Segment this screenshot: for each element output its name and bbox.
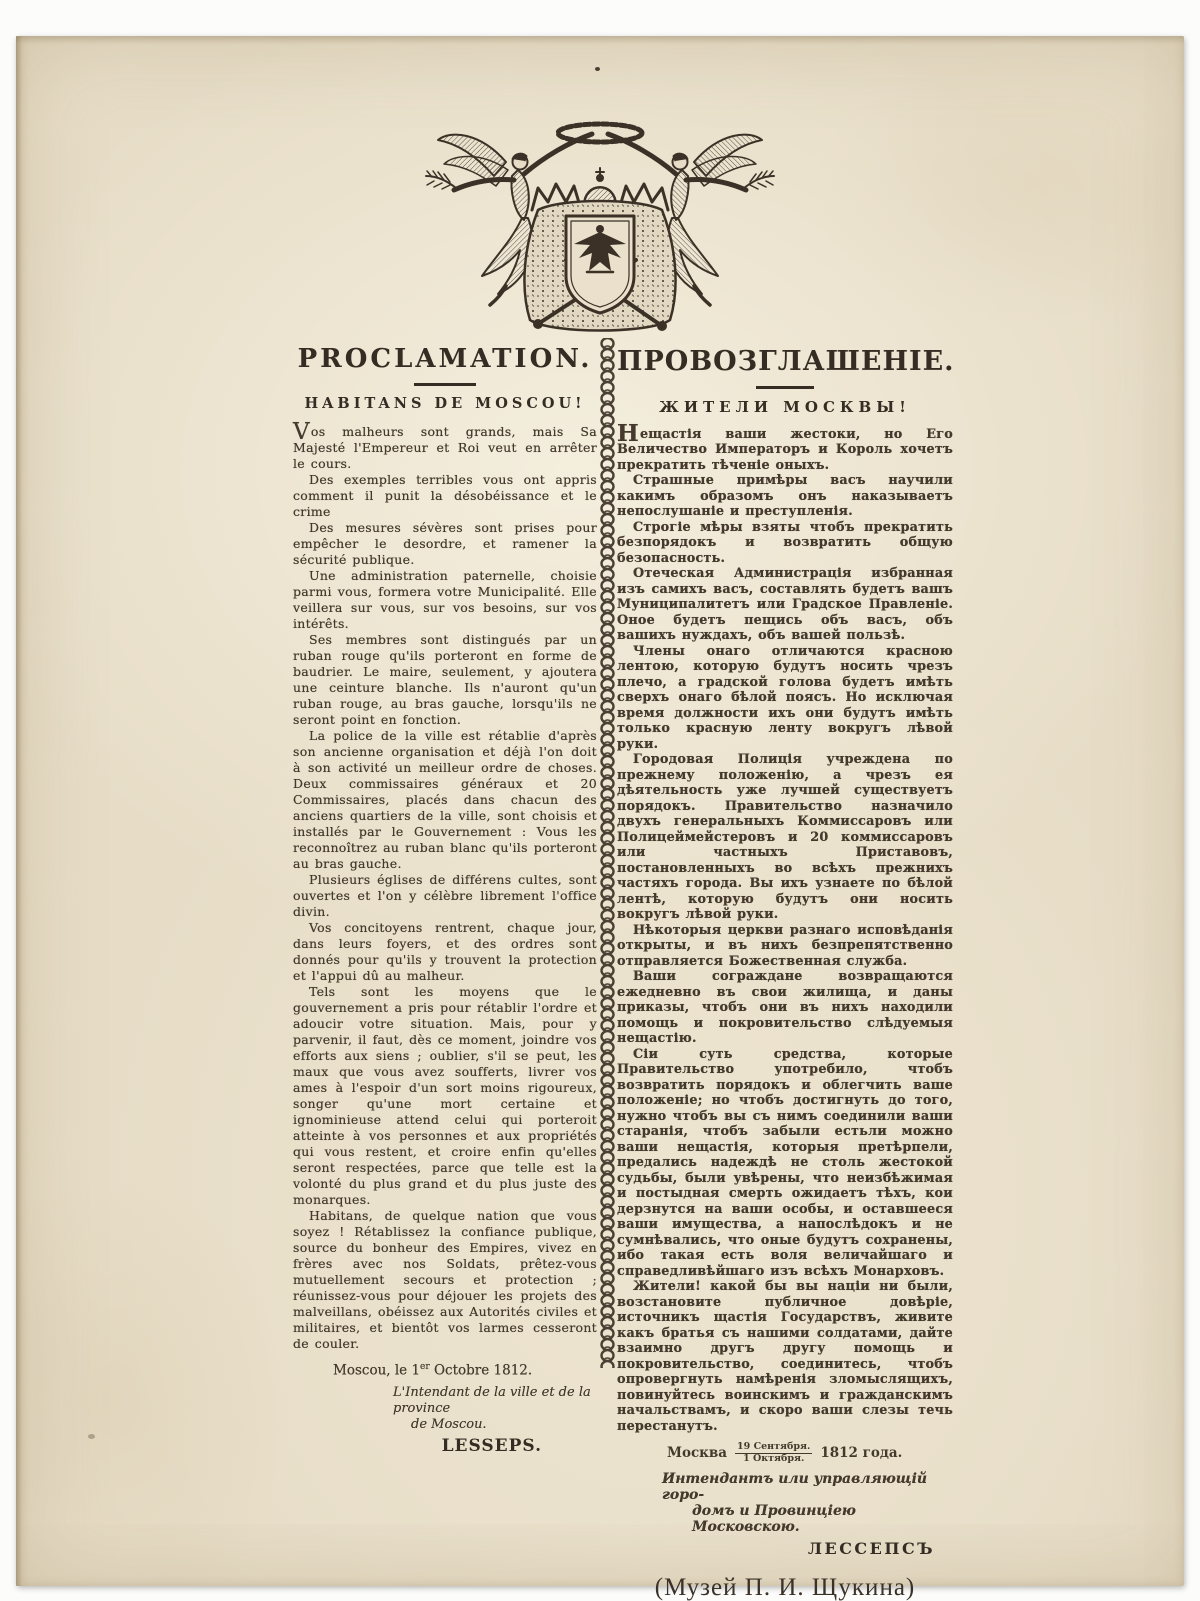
russian-signature: ЛЕССЕПСЪ <box>807 1539 935 1558</box>
paragraph: La police de la ville est rétablie d'après son ancienne organisation et déjà l'on doit à son activité un meilleur ordre de choses. Deux commissaires généraux et 20 Commissaires, placés dans chacun des anciens quartiers de la ville, sont choisis et installés par le Gouvernement : Vous les reconnoîtrez au ruban blanc qu'ils porteront au bras gauche. <box>293 727 597 871</box>
paragraph: Страшные примѣры васъ научили какимъ образомъ онъ наказываетъ непослушаніе и преступленія. <box>617 473 953 519</box>
french-subtitle: HABITANS DE MOSCOU! <box>304 394 586 412</box>
dual-calendar-date <box>735 1442 812 1464</box>
paragraph: Ваши сограждане возвращаются ежедневно въ свои жилища, и даны приказы, чтобъ они въ нихъ находили помощь и покровительство слѣдуемыя нещастію. <box>617 969 953 1046</box>
russian-title: ПРОВОЗГЛАШЕНІЕ. <box>617 346 955 377</box>
french-dateline <box>333 1362 597 1379</box>
french-title: PROCLAMATION. <box>297 344 593 374</box>
title-rule <box>756 386 814 389</box>
dropcap-initial: Н <box>617 419 639 447</box>
paragraph: Des mesures sévères sont prises pour empêcher le desordre, et ramener la sécurité publique. <box>293 519 597 567</box>
imperial-coat-of-arms <box>420 118 780 350</box>
russian-signatory-role: домъ и Провинціею Московскою. <box>692 1503 856 1535</box>
date-year: 1812 года. <box>820 1445 903 1461</box>
ink-speck <box>595 67 600 71</box>
paragraph: Des exemples terribles vous ont appris comment il punit la désobéissance et le crime <box>293 471 597 519</box>
russian-dateline <box>667 1442 953 1464</box>
document-sheet <box>16 36 1184 1601</box>
date-new-style: 1 Октября. <box>743 1453 805 1464</box>
paragraph: Vos concitoyens rentrent, chaque jour, dans leurs foyers, et des ordres sont donnés pour qu'ils y trouvent la protection et l'appui dû au malheur. <box>293 919 597 983</box>
paper-edge <box>16 36 30 1586</box>
french-signatory-role: de Moscou. <box>411 1417 487 1432</box>
russian-subtitle: ЖИТЕЛИ МОСКВЫ! <box>659 397 911 416</box>
paragraph: Une administration paternelle, choisie parmi vous, formera votre Municipalité. Elle veillera sur vous, sur vos besoins, sur vos intérêts. <box>293 567 597 631</box>
chain-ornament-divider <box>597 338 617 1601</box>
paragraph: Отеческая Администрація избранная изъ самихъ васъ, составлять будетъ вашъ Муниципалитетъ или Градское Правленіе. Оное будетъ пещись объ васъ, объ вашихъ нуждахъ, объ вашей пользѣ. <box>617 566 953 643</box>
french-signature: LESSEPS. <box>441 1436 542 1456</box>
eagle-shield <box>566 216 634 313</box>
french-signatory-role: L'Intendant de la ville et de la province <box>393 1385 591 1416</box>
museum-caption: (Музей П. И. Щукина) <box>654 1574 916 1601</box>
title-rule <box>414 383 476 386</box>
paragraph: Члены онаго отличаются красною лентою, которую будутъ носить чрезъ плечо, а градской голова будетъ имѣть сверхъ онаго бѣлой поясъ. Но исключая время должности ихъ они будутъ имѣть только красную ленту вокругъ лѣвой руки. <box>617 643 953 752</box>
paragraph <box>617 419 953 474</box>
text-columns <box>293 338 953 1601</box>
paragraph: Жители! какой бы вы націи ни были, возстановите публичное довѣріе, источникъ щастія Государствъ, живите какъ братья съ нашими солдатами, дайте взаимно другъ другу помощь и покровительство, соединитесь, чтобъ опровергнуть намѣренія зломыслящихъ, повинуйтесь воинскимъ и гражданскимъ начальствамъ, и скоро ваши слезы течь перестанутъ. <box>617 1279 953 1434</box>
date-old-style: 19 Сентября. <box>737 1441 811 1452</box>
ink-speck <box>88 1434 95 1439</box>
paragraph: Ses membres sont distingués par un ruban rouge qu'ils porteront en forme de baudrier. Le maire, seulement, y ajoutera une ceinture blanche. Ils n'auront qu'un ruban rouge, au bras gauche, lorsqu'ils ne seront point en fonction. <box>293 631 597 727</box>
paragraph: Сіи суть средства, которые Правительство употребило, чтобъ возвратить порядокъ и облегчить ваше положеніе; но чтобъ достигнуть до того, нужно чтобъ вы съ нимъ соединили ваши старанія, чтобъ забыли естьли можно ваши нещастія, которыя претѣрпели, предались надеждѣ не столь жестокой судьбы, были увѣрены, что неизбѣжимая и постыдная смерть ожидаетъ тѣхъ, кои дерзнутся на ваши особы, и оставшееся ваши имущества, а напослѣдокъ и не сумнѣвались, что оные будутъ сохранены, ибо такая есть воля величайшаго и справедливѣйшаго изъ всѣхъ Монарховъ. <box>617 1046 953 1279</box>
paragraph-text: ещастія ваши жестоки, но Его Величество Императоръ и Король хочетъ прекратить тѣченіе оныхъ. <box>617 426 953 473</box>
paragraph: Нѣкоторыя церкви разнаго исповѣданія открыты, и въ нихъ безпрепятственно отправляется Божественная служба. <box>617 922 953 969</box>
dropcap-initial: V <box>293 418 310 445</box>
date-city: Москва <box>667 1445 728 1461</box>
date-ordinal: er <box>420 1361 430 1372</box>
french-column <box>293 338 597 1601</box>
paragraph <box>293 418 597 472</box>
paragraph: Строгіе мѣры взяты чтобъ прекратить безпорядокъ и возвратить общую безопасность. <box>617 519 953 566</box>
paragraph: Plusieurs églises de différens cultes, sont ouvertes et l'on y célèbre librement l'office divin. <box>293 871 597 919</box>
paragraph: Habitans, de quelque nation que vous soyez ! Rétablissez la confiance publique, source du bonheur des Empires, vivez en frères avec nos Soldats, prêtez-vous mutuellement secours et protection ; réunissez-vous pour déjouer les projets des malveillans, obéissez aux Autorités civiles et militaires, et bientôt vos larmes cesseront de couler. <box>293 1207 597 1351</box>
paper-edge-top <box>16 36 1184 44</box>
laurel-wreath <box>558 124 642 142</box>
paragraph-text: os malheurs sont grands, mais Sa Majesté l'Empereur et Roi veut en arrêter le cours. <box>293 423 597 471</box>
date-text: Moscou, le 1 <box>333 1362 421 1378</box>
russian-column <box>617 338 953 1601</box>
french-body <box>293 418 597 1352</box>
paragraph: Tels sont les moyens que le gouvernement a pris pour rétablir l'ordre et adoucir votre situation. Mais, pour y parvenir, il faut, dès ce moment, joindre vos efforts aux siens ; oublier, s'il se peut, les maux que vous avez soufferts, livrer vos ames à l'espoir d'un sort moins rigoureux, songer qu'une mort certaine et ignominieuse attend celui qui porteroit atteinte à vos personnes et aux propriétés qui vous restent, et croire enfin qu'elles seront respectées, parce que telle est la volonté du plus grand et du plus juste des monarques. <box>293 983 597 1207</box>
russian-body <box>617 419 953 1435</box>
date-text: Octobre 1812. <box>429 1362 533 1378</box>
russian-signatory-role: Интендантъ или управляющій горо- <box>662 1471 928 1503</box>
paragraph: Городовая Полиція учреждена по прежнему положенію, а чрезъ ея дѣятельность уже лучшей существуетъ порядокъ. Правительство назначило двухъ генеральныхъ Коммиссаровъ или Полицеймейстеровъ и 20 коммиссаровъ или частныхъ Приставовъ, постановленныхъ во всѣхъ прежнихъ частяхъ города. Вы ихъ узнаете по бѣлой лентѣ, которую будутъ они носить вокругъ лѣвой руки. <box>617 752 953 922</box>
